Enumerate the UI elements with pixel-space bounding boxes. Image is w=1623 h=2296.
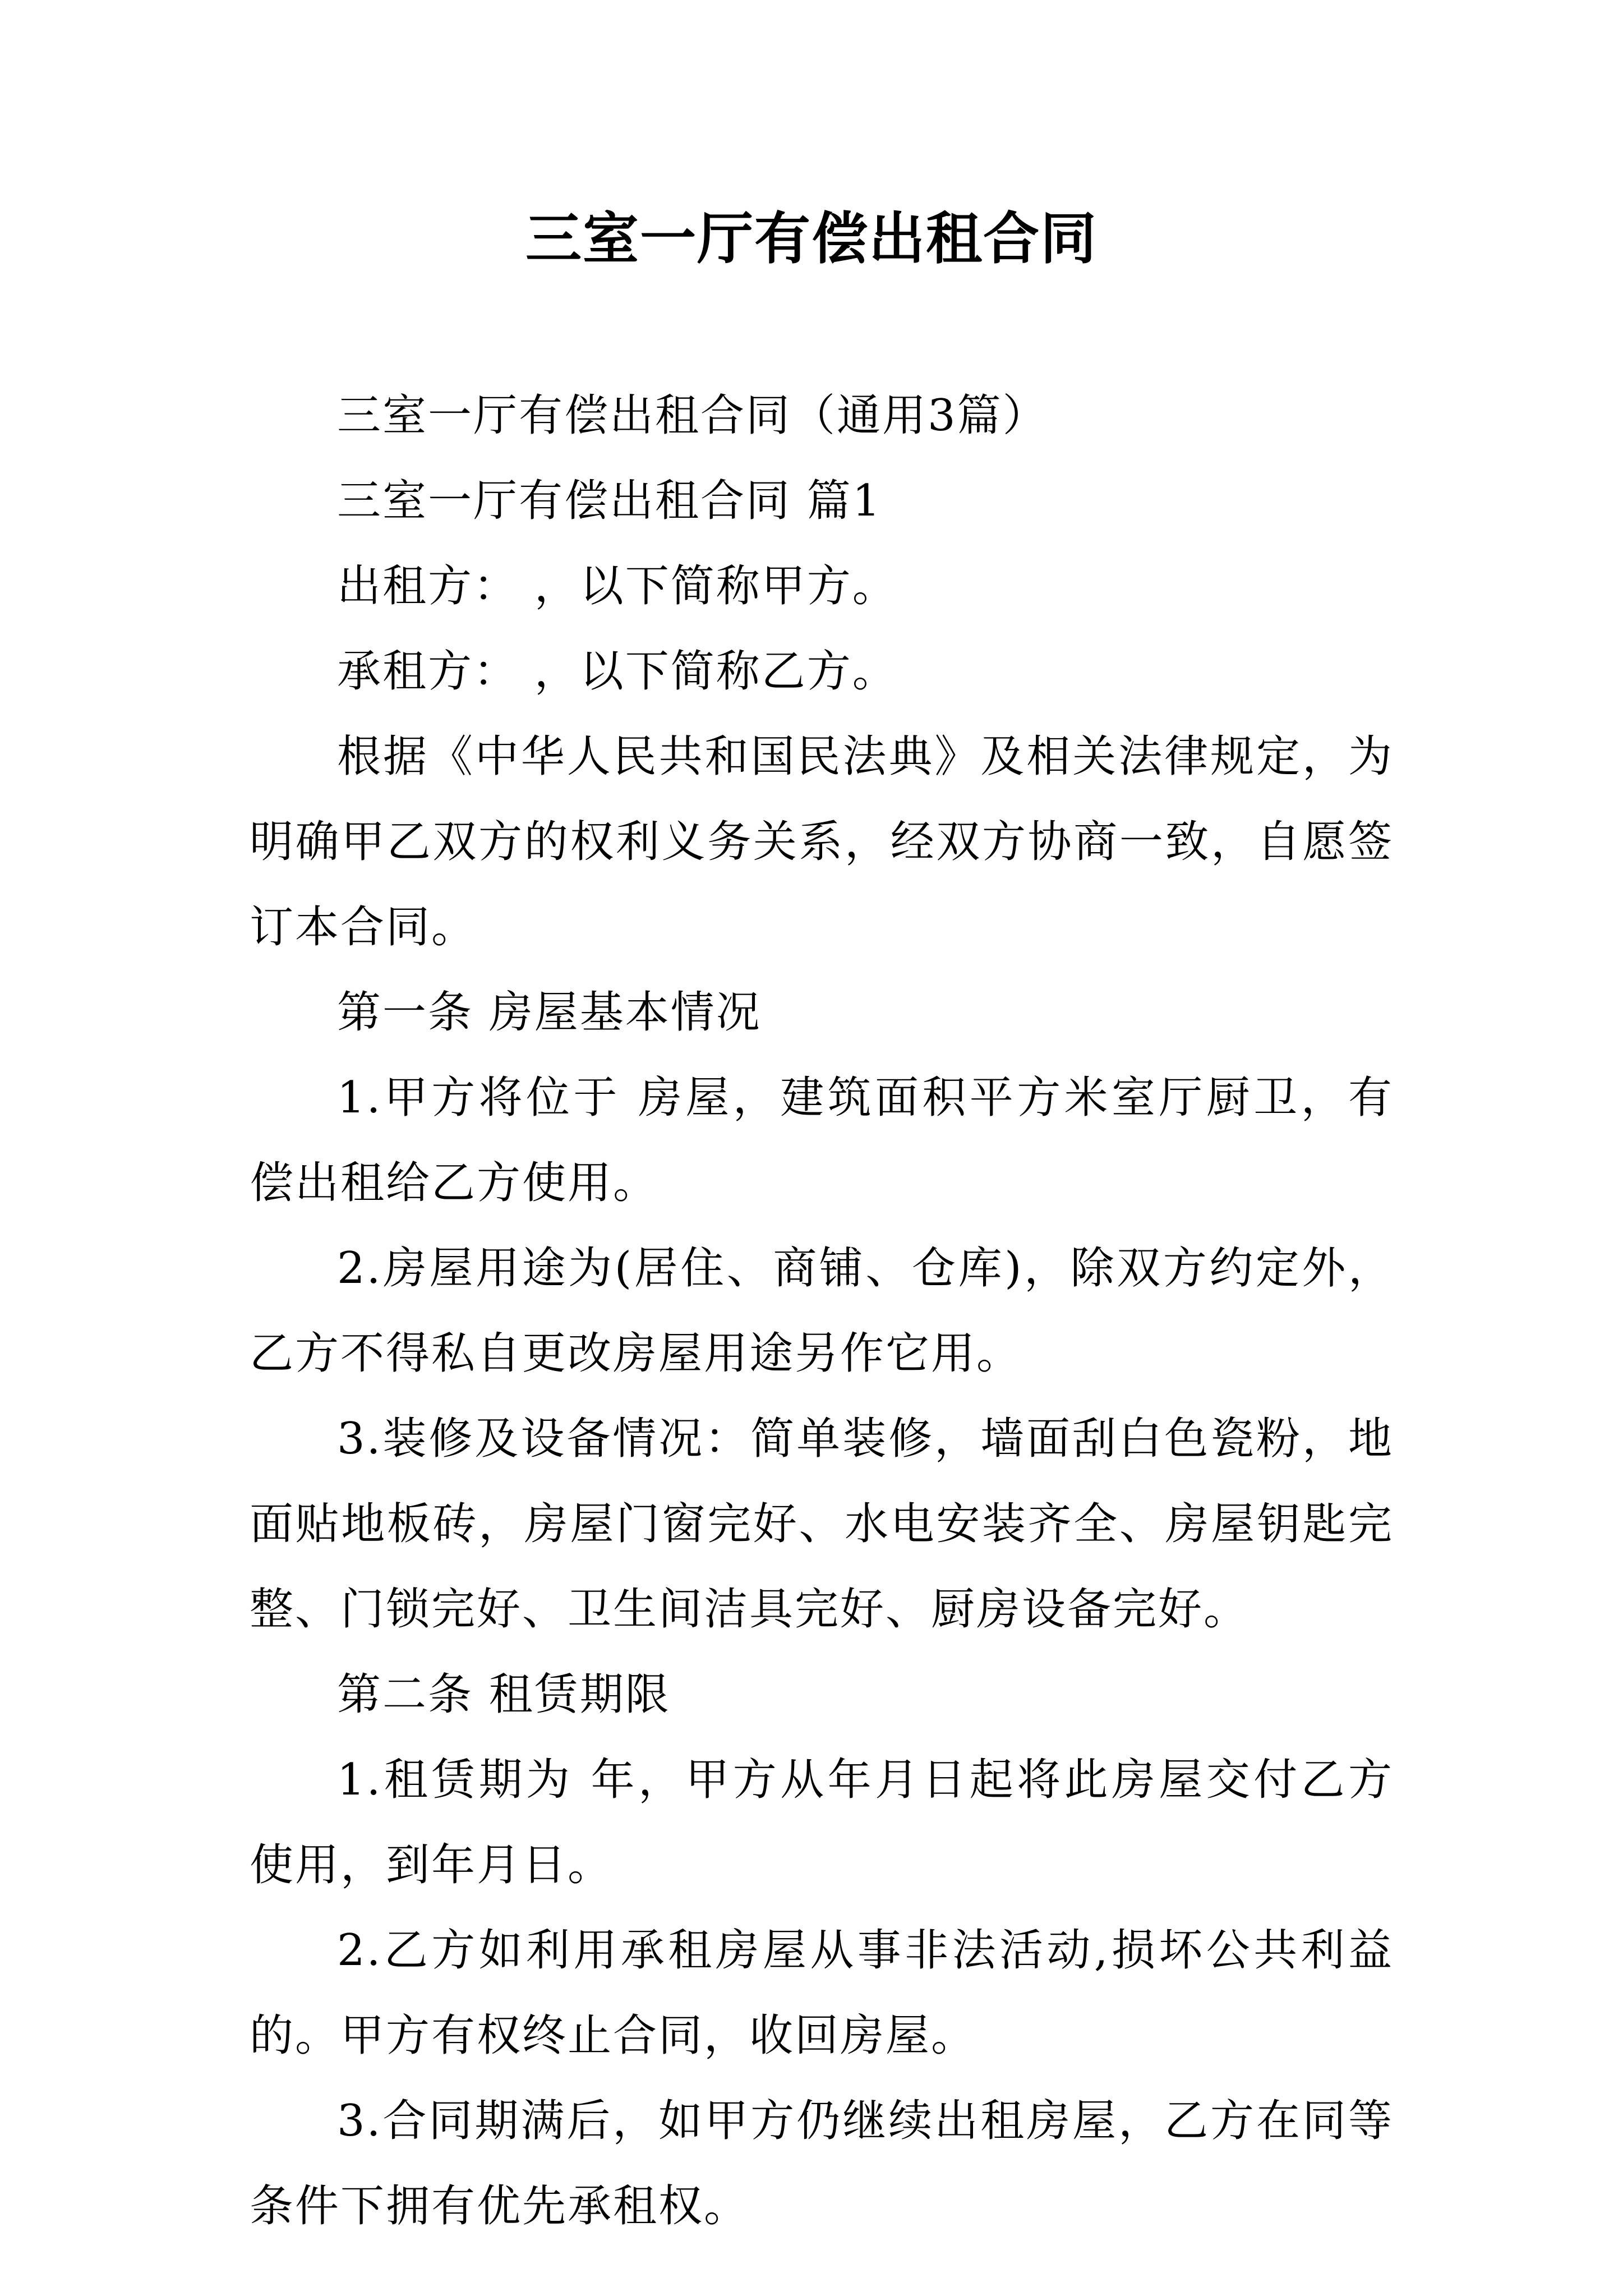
article-1-clause-1: 1.甲方将位于 房屋，建筑面积平方米室厅厨卫，有偿出租给乙方使用。 (250, 1073, 1394, 1208)
article-1-clause-2: 2.房屋用途为(居住、商铺、仓库)，除双方约定外，乙方不得私自更改房屋用途另作它用。 (250, 1243, 1394, 1379)
article-2-clause-2: 2.乙方如利用承租房屋从事非法活动,损坏公共利益的。甲方有权终止合同，收回房屋。 (250, 1925, 1394, 2061)
document-body (250, 373, 1394, 2249)
paragraph-part-heading: 三室一厅有偿出租合同 篇1 (337, 476, 882, 526)
paragraph-collection-heading: 三室一厅有偿出租合同（通用3篇） (337, 390, 1048, 441)
document-title: 三室一厅有偿出租合同 (525, 205, 1098, 272)
paragraph-lessor: 出租方： ，以下简称甲方。 (337, 561, 898, 611)
article-1-clause-3: 3.装修及设备情况：简单装修，墙面刮白色瓷粉，地面贴地板砖，房屋门窗完好、水电安装齐全、房屋钥匙完整、门锁完好、卫生间洁具完好、厨房设备完好。 (250, 1414, 1394, 1635)
paragraph-lessee: 承租方： ，以下简称乙方。 (337, 646, 898, 697)
article-2-heading: 第二条 租赁期限 (337, 1669, 671, 1720)
paragraph-preamble: 根据《中华人民共和国民法典》及相关法律规定，为明确甲乙双方的权利义务关系，经双方协商一致，自愿签订本合同。 (250, 731, 1394, 953)
article-2-clause-3: 3.合同期满后，如甲方仍继续出租房屋，乙方在同等条件下拥有优先承租权。 (250, 2096, 1394, 2231)
article-1-heading: 第一条 房屋基本情况 (337, 987, 762, 1038)
article-2-clause-1: 1.租赁期为 年，甲方从年月日起将此房屋交付乙方使用，到年月日。 (250, 1755, 1394, 1890)
